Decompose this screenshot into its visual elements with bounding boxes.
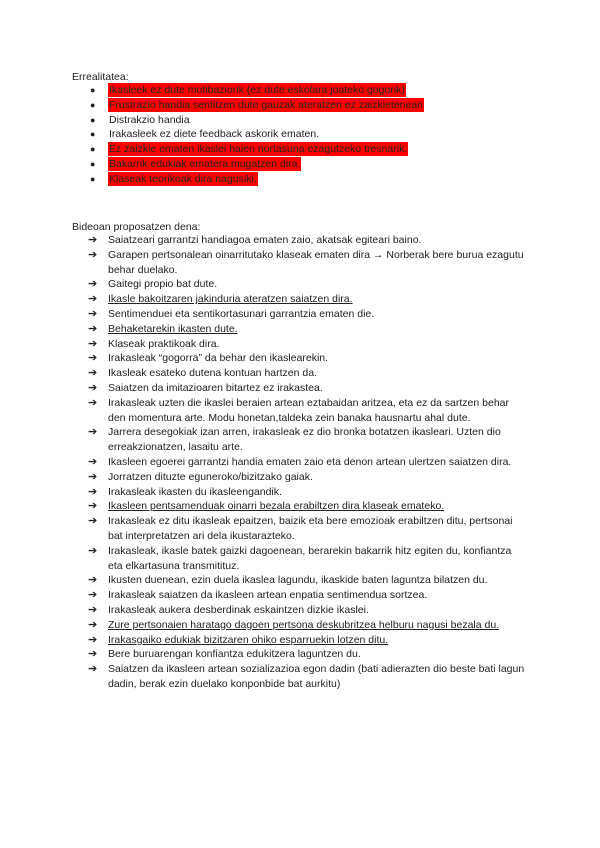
proposal-item	[0, 292, 528, 307]
proposal-item	[0, 351, 528, 366]
proposal-item	[0, 485, 528, 500]
arrow-icon: ➔	[88, 633, 98, 646]
proposal-item	[0, 647, 528, 662]
proposal-item-text: Gaitegi propio bat dute.	[108, 278, 218, 291]
arrow-icon: ➔	[88, 500, 98, 513]
proposal-item	[0, 366, 528, 381]
proposal-item	[0, 381, 528, 396]
arrow-icon: ➔	[88, 603, 98, 616]
proposal-item-text: Irakasleak ez ditu ikasleak epaitzen, baizik eta bere emozioak erabiltzen ditu, pertsonai bat interpretatzen ari dela ikustarazteko.	[108, 515, 513, 542]
proposal-item-text: Bere buruarengan konfiantza edukitzera laguntzen du.	[108, 648, 361, 661]
proposal-item	[0, 248, 528, 278]
proposal-item-text: Irakasleak aukera desberdinak eskaintzen dizkie ikaslei.	[108, 603, 369, 616]
proposal-item-text: Ikasleak esateko dutena kontuan hartzen da.	[108, 367, 317, 380]
arrow-icon: ➔	[88, 293, 98, 306]
proposal-item	[0, 573, 528, 588]
proposal-item-text: Saiatzeari garrantzi handiagoa ematen zaio, akatsak egiteari baino.	[108, 234, 422, 246]
proposal-item	[0, 514, 528, 544]
proposal-item	[0, 233, 528, 248]
arrow-icon: ➔	[88, 455, 98, 468]
reality-item-text: Ez zaizkie ematen ikaslei haien nortasuna ezagutzeko tresnarik.	[109, 143, 408, 156]
bullet-icon: ●	[90, 144, 96, 155]
proposal-item-text: Saiatzen da ikasleen artean sozializazioa egon dadin (bati adierazten dio beste bati lagun dadin, berak ezin duelako konponbide bat aurkitu)	[108, 663, 525, 690]
arrow-icon: ➔	[88, 515, 98, 528]
proposal-item-text: Irakasleak “gogorra” da behar den ikaslearekin.	[108, 352, 329, 365]
proposal-item	[0, 618, 528, 633]
bullet-icon: ●	[90, 173, 96, 184]
proposal-item	[0, 544, 528, 574]
bullet-icon: ●	[90, 99, 96, 110]
proposal-item	[0, 307, 528, 322]
proposal-item	[0, 588, 528, 603]
proposal-item-text: Irakasleak uzten die ikaslei beraien artean eztabaidan aritzea, eta ez da sartzen behar den momentura arte. Modu honetan,taldeka zein banaka hausnartu ahal dute.	[108, 396, 509, 424]
proposal-item-text: Garapen pertsonalean oinarritutako klaseak ematen dira → Norberak bere burua ezagutu behar duelako.	[108, 248, 524, 276]
arrow-icon: ➔	[88, 248, 98, 261]
proposal-list	[0, 233, 528, 692]
arrow-icon: ➔	[88, 470, 98, 483]
proposal-item	[0, 277, 528, 292]
reality-item-text: Ikasleek ez dute motibaziorik (ez dute eskolara joateko gogorik)	[109, 84, 405, 96]
proposal-item-text: Sentimenduei eta sentikortasunari garrantzia ematen die.	[108, 307, 375, 320]
reality-item-text: Klaseak teorikoak dira nagusiki.	[109, 172, 257, 185]
arrow-icon: ➔	[88, 307, 98, 320]
arrow-icon: ➔	[88, 322, 98, 335]
arrow-icon: ➔	[88, 648, 98, 661]
proposal-item-text: Irakasgaiko edukiak bizitzaren ohiko esparruekin lotzen ditu.	[108, 633, 389, 646]
proposal-item	[0, 662, 528, 692]
proposal-item-text: Irakasleak ikasten du ikasleengandik.	[108, 485, 282, 498]
arrow-icon: ➔	[88, 426, 98, 439]
arrow-icon: ➔	[88, 663, 98, 676]
proposal-item-text: Ikasleen pentsamenduak oinarri bezala erabiltzen dira klaseak emateko.	[108, 500, 445, 513]
reality-item-text: Bakarrik edukiak ematera mugatzen dira.	[109, 157, 301, 170]
proposal-item-text: Klaseak praktikoak dira.	[108, 337, 220, 350]
bullet-icon: ●	[90, 114, 96, 125]
arrow-icon: ➔	[88, 337, 98, 350]
reality-item-text: Irakasleek ez diete feedback askorik ematen.	[109, 128, 320, 141]
bullet-icon: ●	[90, 158, 96, 169]
reality-item-text: Distrakzio handia	[109, 113, 190, 126]
proposal-item-text: Jorratzen dituzte eguneroko/bizitzako gaiak.	[108, 470, 313, 483]
arrow-icon: ➔	[88, 589, 98, 602]
proposal-item	[0, 396, 528, 426]
proposal-item-text: Behaketarekin ikasten dute.	[108, 322, 238, 335]
arrow-icon: ➔	[88, 544, 98, 557]
proposal-item-text: Ikasleen egoerei garrantzi handia ematen zaio eta denon artean ulertzen saiatzen dira.	[108, 455, 512, 468]
proposal-item-text: Jarrera desegokiak izan arren, irakasleak ez dio bronka botatzen ikasleari. Uzten dio erreakzionatzen, lasaitu arte.	[108, 426, 501, 454]
proposal-item-text: Saiatzen da imitazioaren bitartez ez irakastea.	[108, 381, 323, 394]
arrow-icon: ➔	[88, 618, 98, 631]
proposal-item-text: Ikasle bakoitzaren jakinduria ateratzen saiatzen dira.	[108, 293, 353, 306]
arrow-icon: ➔	[88, 367, 98, 380]
arrow-icon: ➔	[88, 574, 98, 587]
arrow-icon: ➔	[88, 485, 98, 498]
proposal-item	[0, 322, 528, 337]
proposal-item	[0, 633, 528, 648]
arrow-icon: ➔	[88, 381, 98, 394]
proposal-item	[0, 337, 528, 352]
proposal-item	[0, 499, 528, 514]
proposal-item	[0, 470, 528, 485]
proposal-item-text: Irakasleak, ikasle batek gaizki dagoenean, berarekin bakarrik hitz egiten du, konfiantza eta elkartasuna transmitituz.	[108, 544, 512, 572]
reality-title: Errealitatea:	[72, 71, 129, 83]
arrow-icon: ➔	[88, 352, 98, 365]
bullet-icon: ●	[90, 129, 96, 140]
proposal-item-text: Ikusten duenean, ezin duela ikaslea lagundu, ikaskide baten laguntza bilatzen du.	[108, 574, 488, 587]
proposal-item-text: Zure pertsonaien haratago dagoen pertsona deskubritzea helburu nagusi bezala du.	[108, 618, 500, 631]
arrow-icon: ➔	[88, 278, 98, 291]
proposal-title: Bideoan proposatzen dena:	[72, 221, 201, 233]
arrow-icon: ➔	[88, 396, 98, 409]
proposal-item	[0, 455, 528, 470]
proposal-item	[0, 603, 528, 618]
reality-item-text: Frustrazio handia sentitzen dute gauzak ateratzen ez zaizkietenean	[109, 98, 424, 111]
proposal-item	[0, 425, 528, 455]
proposal-item-text: Irakasleak saiatzen da ikasleen artean enpatia sentimendua sortzea.	[108, 589, 428, 602]
bullet-icon: ●	[90, 85, 96, 95]
arrow-icon: ➔	[88, 234, 98, 246]
